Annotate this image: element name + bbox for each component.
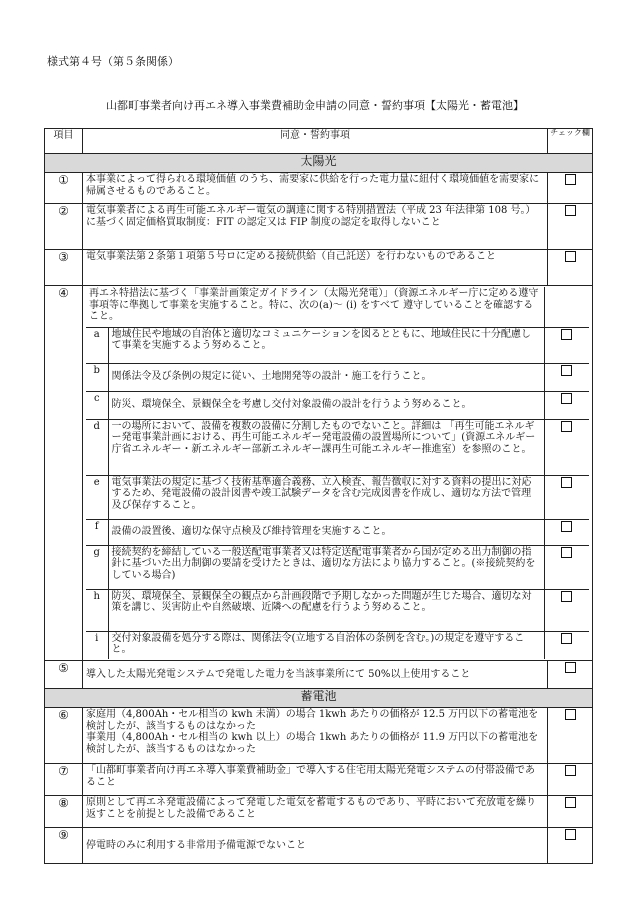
item-text: 再エネ特措法に基づく「事業計画策定ガイドライン（太陽光発電）」（資源エネルギー庁に定める遵守事項等に準拠して事業を実施すること。特に、次の(a)～ (i) をすべて 遵守していることを確認すること。 — [89, 288, 539, 322]
table-row — [45, 173, 593, 204]
item-number: ③ — [45, 250, 83, 286]
form-number: 様式第４号（第５条関係） — [47, 55, 179, 68]
check-cell — [544, 631, 589, 659]
item-text: 導入した太陽光発電システムで発電した電力を当該事業所にて 50%以上使用すること — [83, 661, 548, 689]
header-row — [45, 129, 593, 154]
check-cell — [548, 204, 593, 250]
checkbox[interactable] — [565, 829, 576, 840]
checkbox[interactable] — [561, 477, 572, 488]
checkbox[interactable] — [561, 329, 572, 340]
subitem-row — [86, 327, 589, 363]
subitem-row — [86, 545, 589, 589]
check-cell — [548, 796, 593, 828]
check-cell — [548, 708, 593, 764]
document-title: 山都町事業者向け再エネ導入事業費補助金申請の同意・誓約事項【太陽光・蓄電池】 — [106, 99, 524, 112]
subitem-letter: g — [86, 545, 108, 589]
check-cell — [548, 250, 593, 286]
table-row — [45, 708, 593, 764]
subitem-letter: h — [86, 589, 108, 631]
consent-table — [44, 128, 593, 864]
table-row — [45, 204, 593, 250]
subitem-row — [86, 419, 589, 475]
subitem-row — [86, 391, 589, 419]
subitem-letter: i — [86, 631, 108, 659]
checkbox[interactable] — [561, 633, 572, 644]
subitem-letter: e — [86, 475, 108, 519]
subitem-row — [86, 589, 589, 631]
check-cell — [544, 589, 589, 631]
section-battery — [45, 689, 593, 708]
item-text: 電気事業者による再生可能エネルギー電気の調達に関する特別措置法（平成 23 年法律第 108 号。）に基づく固定価格買取制度：FIT の認定又は FIP 制度の認定を取得しないこと — [83, 204, 548, 250]
checkbox[interactable] — [565, 797, 576, 808]
subitem-letter: d — [86, 419, 108, 475]
checkbox[interactable] — [561, 393, 572, 404]
item-text: 電気事業法第２条第１項第５号ロに定める接続供給（自己託送）を行わないものであること — [83, 250, 548, 286]
item-text: 本事業によって得られる環境価値 のうち、需要家に供給を行った電力量に紐付く環境価値を需要家に帰属させるものであること。 — [83, 173, 548, 204]
check-cell — [544, 519, 589, 545]
check-cell — [548, 828, 593, 864]
header-check: チェック欄 — [548, 129, 593, 154]
check-cell-empty — [544, 287, 589, 327]
subitem-text: 設備の設置後、適切な保守点検及び維持管理を実施すること。 — [108, 519, 544, 545]
check-cell — [544, 363, 589, 391]
item-number: ① — [45, 173, 83, 204]
checkbox[interactable] — [561, 591, 572, 602]
table-row — [45, 796, 593, 828]
check-cell — [544, 419, 589, 475]
subitem-text: 交付対象設備を処分する際は、関係法令(立地する自治体の条例を含む。)の規定を遵守すること。 — [108, 631, 544, 659]
subitem-text: 防災、環境保全、景観保全の観点から計画段階で予期しなかった問題が生じた場合、適切な対策を講じ、災害防止や自然破壊、近隣への配慮を行うよう努めること。 — [108, 589, 544, 631]
item-number: ⑥ — [45, 708, 83, 764]
subitem-text: 地域住民や地域の自治体と適切なコミュニケーションを図るとともに、地域住民に十分配慮して事業を実施するよう努めること。 — [108, 327, 544, 363]
nested-cell — [83, 286, 593, 661]
item-text-household: 家庭用（4,800Ah・セル相当の kwh 未満）の場合 1kwh あたりの価格が 12.5 万円以下の蓄電池を検討したが、該当するものはなかった — [86, 709, 539, 732]
item-number: ④ — [45, 286, 83, 661]
checkbox[interactable] — [565, 765, 576, 776]
checkbox[interactable] — [565, 174, 576, 185]
checkbox[interactable] — [565, 662, 576, 673]
section-solar-label: 太陽光 — [45, 154, 593, 173]
table-row — [45, 764, 593, 796]
table-row — [45, 828, 593, 864]
checkbox[interactable] — [561, 421, 572, 432]
item-text-business: 事業用（4,800Ah・セル相当の kwh 以上）の場合 1kwh あたりの価格が 11.9 万円以下の蓄電池を検討したが、該当するものはなかった — [86, 732, 539, 755]
check-cell — [548, 764, 593, 796]
check-cell — [548, 661, 593, 689]
subitem-letter: b — [86, 363, 108, 391]
item-text: 原則として再エネ発電設備によって発電した電気を蓄電するものであり、平時において充放電を繰り返すことを前提とした設備であること — [83, 796, 548, 828]
subitem-row — [86, 363, 589, 391]
subitem-row — [86, 475, 589, 519]
subitem-row — [86, 519, 589, 545]
subitem-text: 防災、環境保全、景観保全を考慮し交付対象設備の設計を行うよう努めること。 — [108, 391, 544, 419]
subitem-text: 一の場所において、設備を複数の設備に分割したものでないこと。詳細は 「再生可能エネルギー発電事業計画における、再生可能エネルギー発電設備の設置場所について」(資源エネルギー庁省エネルギー・新エネルギー部新エネルギー課再生可能エネルギー推進室）を参照のこと。 — [108, 419, 544, 475]
item-number: ⑨ — [45, 828, 83, 864]
check-cell — [544, 475, 589, 519]
subitem-row — [86, 631, 589, 659]
check-cell — [544, 545, 589, 589]
checkbox[interactable] — [565, 205, 576, 216]
item-text: 停電時のみに利用する非常用予備電源でないこと — [83, 828, 548, 864]
item-text: 「山都町事業者向け再エネ導入事業費補助金」で導入する住宅用太陽光発電システムの付帯設備であること — [83, 764, 548, 796]
subitem-letter: c — [86, 391, 108, 419]
table-row — [45, 286, 593, 661]
subitem-letter: f — [86, 519, 108, 545]
checkbox[interactable] — [561, 365, 572, 376]
item-number: ⑧ — [45, 796, 83, 828]
item-number: ⑦ — [45, 764, 83, 796]
check-cell — [544, 391, 589, 419]
checkbox[interactable] — [561, 547, 572, 558]
item-number: ② — [45, 204, 83, 250]
checkbox[interactable] — [561, 521, 572, 532]
header-content: 同意・誓約事項 — [83, 129, 548, 154]
section-battery-label: 蓄電池 — [45, 689, 593, 708]
subitem-text: 関係法令及び条例の規定に従い、土地開発等の設計・施工を行うこと。 — [108, 363, 544, 391]
subitem-letter: a — [86, 327, 108, 363]
checkbox[interactable] — [565, 251, 576, 262]
check-cell — [548, 173, 593, 204]
check-cell — [544, 327, 589, 363]
subitem-table — [86, 287, 589, 659]
table-row — [45, 250, 593, 286]
checkbox[interactable] — [565, 709, 576, 720]
table-row — [45, 661, 593, 689]
subitem-text: 接続契約を締結している一般送配電事業者又は特定送配電事業者から国が定める出力制御の指針に基づいた出力制御の要請を受けたときは、適切な方法により協力すること。(※接続契約をしている場合) — [108, 545, 544, 589]
item-text — [83, 708, 548, 764]
item-number: ⑤ — [45, 661, 83, 689]
section-solar — [45, 154, 593, 173]
subitem-text: 電気事業法の規定に基づく技術基準適合義務、立入検査、報告徴収に対する資料の提出に対応するため、発電設備の設計図書や竣工試験データを含む完成図書を作成し、適切な方法で管理及び保存すること。 — [108, 475, 544, 519]
header-item: 項目 — [45, 129, 83, 154]
